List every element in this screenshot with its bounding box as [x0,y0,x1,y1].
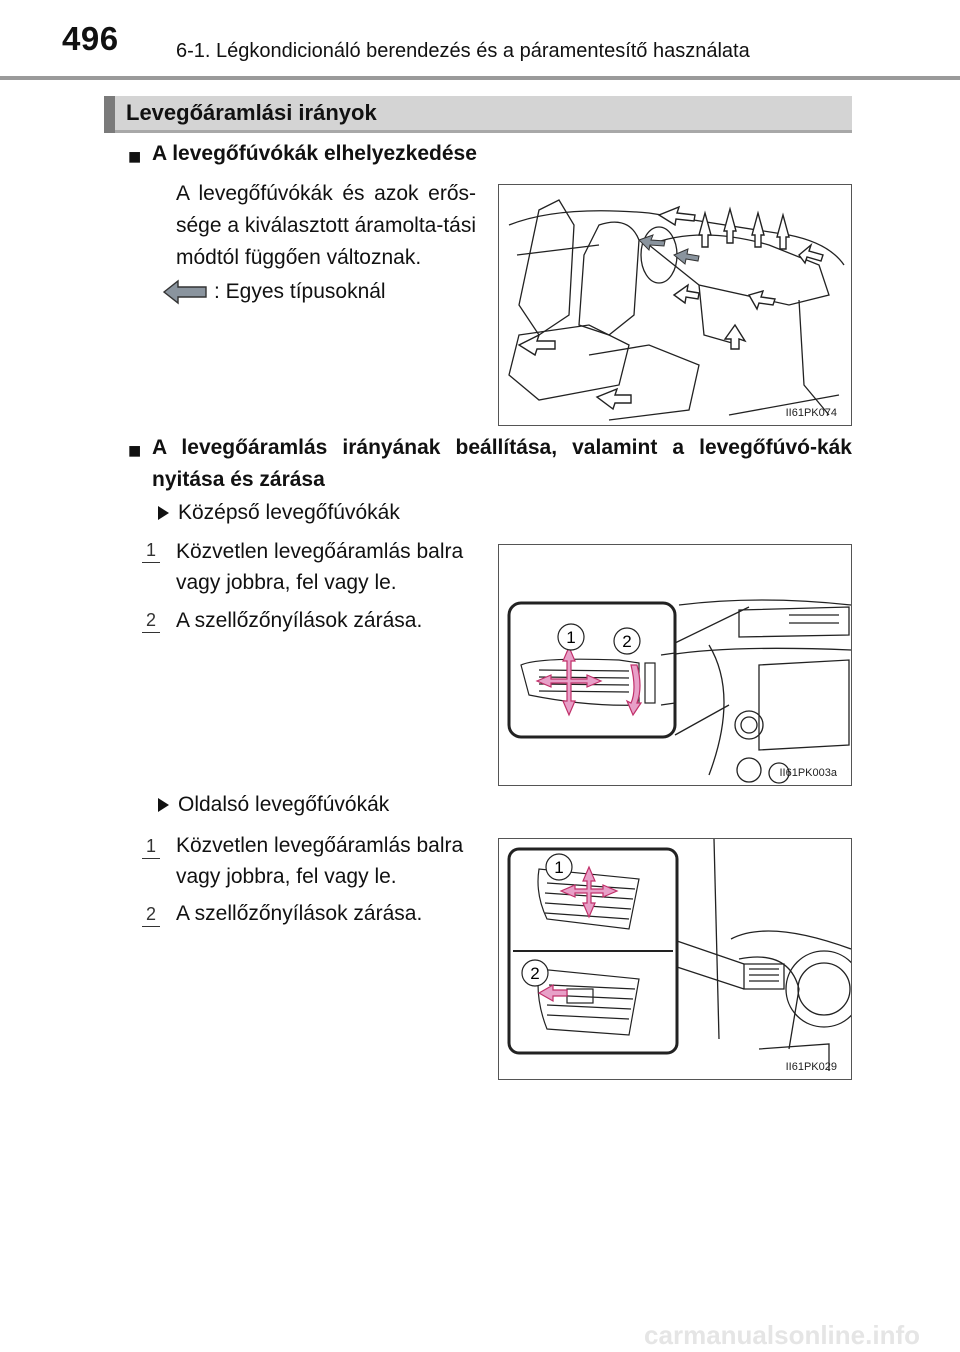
triangle-bullet-icon [158,798,169,812]
cabin-interior-illustration [499,185,851,425]
callout-1: 1 [566,628,576,647]
callout-2: 2 [622,632,632,651]
center-vent-illustration [499,545,851,785]
heading-vent-locations-text: A levegőfúvókák elhelyezkedése [152,142,477,165]
item-number: 2 [140,904,162,925]
bullet-side-vents [178,790,389,820]
square-bullet-icon: ■ [128,144,142,169]
item-number: 1 [140,836,162,857]
watermark: carmanualsonline.info [644,1320,920,1350]
triangle-bullet-icon [158,506,169,520]
side-item-1-text: Közvetlen levegőáramlás balra vagy jobbra, fel vagy le. [176,834,464,888]
figure-code: II61PK029 [785,1061,837,1073]
figure-code: II61PK003a [779,767,837,779]
page-header [0,0,960,80]
section-title-bar [104,96,852,133]
section-bar-accent [104,96,115,133]
center-item-1-text: Közvetlen levegőáramlás balra vagy jobbra, fel vagy le. [176,540,464,594]
section-title: Levegőáramlási irányok [126,100,377,125]
legend-arrow-icon [162,278,210,306]
center-item-2-text: A szellőzőnyílások zárása. [176,609,423,632]
chapter-title: 6-1. Légkondicionáló berendezés és a páramentesítő használata [176,40,750,62]
heading-airflow-adjust [128,432,852,496]
heading-vent-locations [128,138,852,170]
bullet-center-vents [178,498,400,528]
item-number: 1 [140,540,162,561]
heading-airflow-adjust-text: A levegőáramlás irányának beállítása, valamint a levegőfúvó-kák nyitása és zárása [152,436,852,491]
side-item-2-text: A szellőzőnyílások zárása. [176,902,423,925]
side-vent-illustration [499,839,851,1079]
vent-locations-description: A levegőfúvókák és azok erős-sége a kiválasztott áramolta-tási módtól függően változnak. [176,182,476,269]
page-footer [0,1320,960,1352]
figure-vent-locations [498,184,852,426]
figure-code: II61PK074 [785,407,837,419]
legend-text: : Egyes típusoknál [214,280,386,303]
figure-side-vents [498,838,852,1080]
bullet-side-vents-text: Oldalsó levegőfúvókák [178,793,390,816]
item-number: 2 [140,610,162,631]
callout-2: 2 [530,964,540,983]
legend-row [162,276,462,308]
figure-center-vents [498,544,852,786]
square-bullet-icon: ■ [128,438,142,463]
page-number: 496 [62,20,119,57]
callout-1: 1 [554,858,564,877]
bullet-center-vents-text: Középső levegőfúvókák [178,501,400,524]
header-rule [0,76,960,80]
